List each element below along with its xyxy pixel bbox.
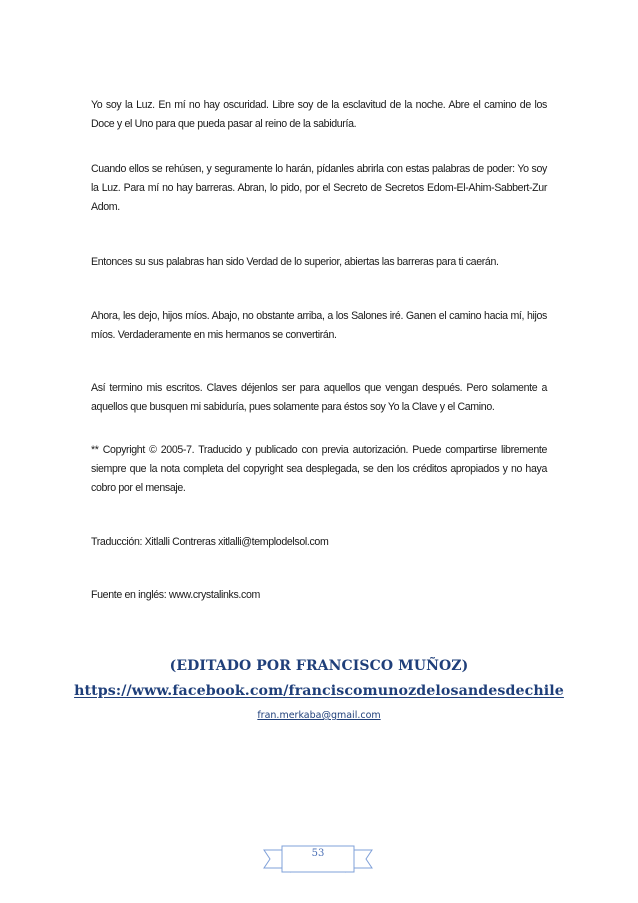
paragraph-traduccion: Traducción: Xitlalli Contreras xitlalli@templodelsol.com — [91, 536, 329, 548]
paragraph-fuente: Fuente en inglés: www.crystalinks.com — [91, 589, 260, 601]
email-link[interactable]: fran.merkaba@gmail.com — [257, 710, 381, 721]
facebook-link[interactable]: https://www.facebook.com/franciscomunozdelosandesdechile — [74, 683, 564, 699]
editor-credit: (EDITADO POR FRANCISCO MUÑOZ) — [169, 658, 469, 674]
paragraph-luz: Yo soy la Luz. En mí no hay oscuridad. Libre soy de la esclavitud de la noche. Abre el camino de los Doce y el Uno para que pueda pasar al reino de la sabiduría. — [91, 99, 547, 130]
paragraph-barreras: Entonces su sus palabras han sido Verdad de lo superior, abiertas las barreras para ti caerán. — [91, 256, 499, 268]
paragraph-hijos-mios: Ahora, les dejo, hijos míos. Abajo, no obstante arriba, a los Salones iré. Ganen el camino hacia mí, hijos míos. Verdaderamente en mis hermanos se convertirán. — [91, 310, 547, 341]
page-footer — [262, 838, 374, 874]
page-number: 53 — [311, 848, 325, 859]
paragraph-palabras-de-poder: Cuando ellos se rehúsen, y seguramente lo harán, pídanles abrirla con estas palabras de poder: Yo soy la Luz. Para mí no hay barreras. Abran, lo pido, por el Secreto de Secretos Edom-El-Ahim-Sabbert-Zur Adom. — [91, 163, 547, 213]
paragraph-copyright: ** Copyright © 2005-7. Traducido y publicado con previa autorización. Puede compartirse libremente siempre que la nota completa del copyright sea desplegada, se den los créditos apropiados y no haya cobro por el mensaje. — [91, 444, 547, 494]
paragraph-clave-y-camino: Así termino mis escritos. Claves déjenlos ser para aquellos que vengan después. Pero solamente a aquellos que busquen mi sabiduría, pues solamente para éstos soy Yo la Clave y el Camino. — [91, 382, 547, 413]
